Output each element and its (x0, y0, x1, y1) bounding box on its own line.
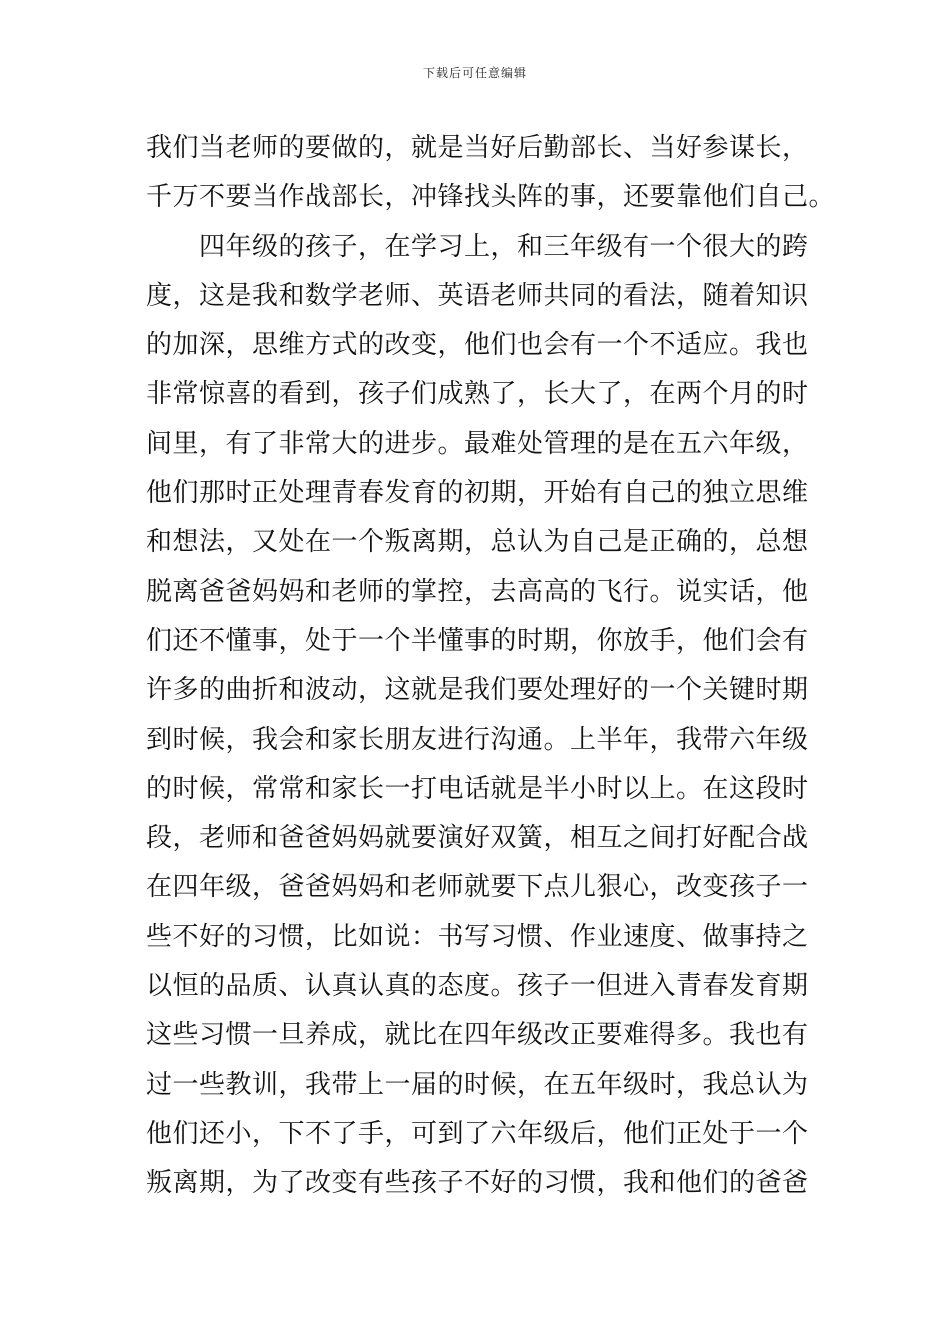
text-line: 非常惊喜的看到，孩子们成熟了，长大了，在两个月的时 (146, 379, 809, 410)
text-line: 这些习惯一旦养成，就比在四年级改正要难得多。我也有 (146, 1020, 809, 1051)
text-line: 脱离爸爸妈妈和老师的掌控，去高高的飞行。说实话，他 (146, 576, 809, 607)
text-line: 我们当老师的要做的，就是当好后勤部长、当好参谋长， (146, 133, 809, 163)
body-text (146, 124, 836, 1209)
text-line: 到时候，我会和家长朋友进行沟通。上半年，我带六年级 (146, 724, 809, 755)
text-line: 们还不懂事，处于一个半懂事的时期，你放手，他们会有 (146, 625, 809, 656)
text-line: 他们那时正处理青春发育的初期，开始有自己的独立思维 (146, 478, 809, 509)
text-line: 在四年级，爸爸妈妈和老师就要下点儿狠心，改变孩子一 (146, 872, 809, 903)
text-line: 段，老师和爸爸妈妈就要演好双簧，相互之间打好配合战 (146, 823, 809, 854)
text-line: 过一些教训，我带上一届的时候，在五年级时，我总认为 (146, 1069, 809, 1100)
text-line: 的加深，思维方式的改变，他们也会有一个不适应。我也 (146, 330, 809, 361)
text-line: 许多的曲折和波动，这就是我们要处理好的一个关键时期 (146, 675, 809, 706)
text-line: 和想法，又处在一个叛离期，总认为自己是正确的，总想 (146, 527, 809, 558)
text-line: 千万不要当作战部长，冲锋找头阵的事，还要靠他们自己。 (146, 182, 836, 213)
text-line: 些不好的习惯，比如说：书写习惯、作业速度、做事持之 (146, 921, 809, 952)
text-line: 叛离期，为了改变有些孩子不好的习惯，我和他们的爸爸 (146, 1168, 809, 1199)
paragraph-start-line: 四年级的孩子，在学习上，和三年级有一个很大的跨 (146, 231, 809, 262)
page-header: 下载后可任意编辑 (422, 66, 527, 80)
text-line: 以恒的品质、认真认真的态度。孩子一但进入青春发育期 (146, 971, 809, 1002)
text-line: 度，这是我和数学老师、英语老师共同的看法，随着知识 (146, 280, 809, 311)
text-line: 他们还小，下不了手，可到了六年级后，他们正处于一个 (146, 1118, 809, 1149)
text-line: 的时候，常常和家长一打电话就是半小时以上。在这段时 (146, 773, 809, 804)
text-line: 间里，有了非常大的进步。最难处管理的是在五六年级， (146, 428, 809, 459)
